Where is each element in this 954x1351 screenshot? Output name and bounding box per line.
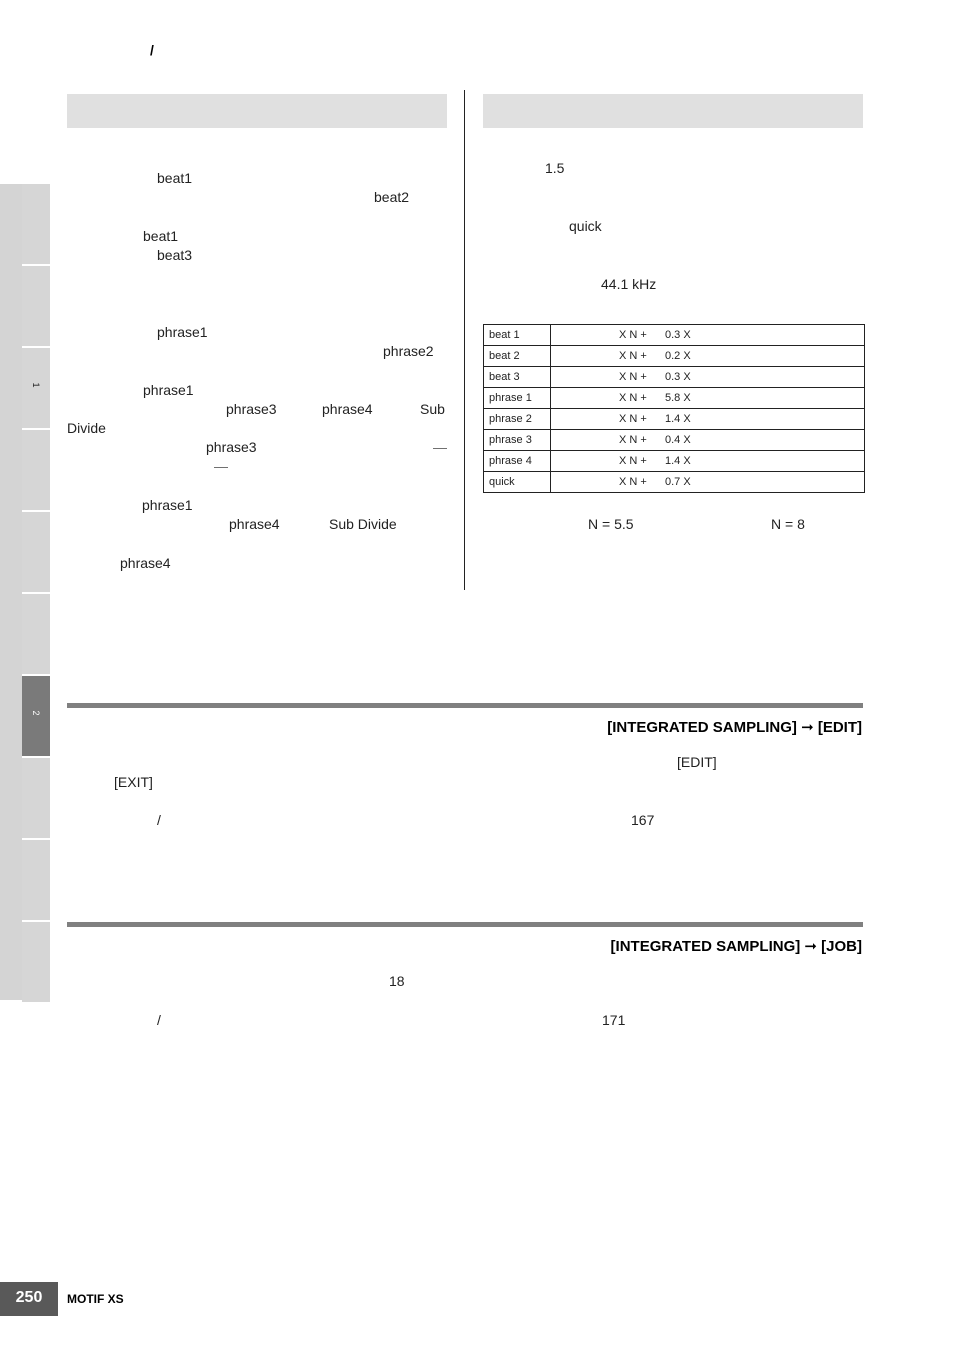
side-tab-strip: [0, 184, 22, 1000]
side-tab-4[interactable]: [22, 430, 50, 511]
edit-page-ref[interactable]: 167: [631, 812, 655, 828]
job-page-ref[interactable]: 171: [602, 1012, 626, 1028]
left-text-beat1-b: beat1: [143, 228, 179, 244]
row-formula: X N +: [619, 329, 647, 341]
side-tab-6[interactable]: [22, 594, 50, 675]
row-name: beat 2: [484, 346, 551, 367]
left-text-beat1: beat1: [157, 170, 193, 186]
table-row: [484, 409, 865, 430]
row-formula-cell: [551, 451, 865, 472]
product-name: MOTIF XS: [67, 1292, 124, 1306]
right-text-quick: quick: [569, 218, 602, 234]
row-name: phrase 1: [484, 388, 551, 409]
left-text-phrase4-b: phrase4: [229, 516, 280, 532]
left-text-beat2: beat2: [374, 189, 410, 205]
table-row: [484, 346, 865, 367]
column-divider: [464, 90, 465, 590]
left-text-phrase4: phrase4: [322, 401, 373, 417]
left-text-phrase1: phrase1: [157, 324, 208, 340]
page-number: 250: [0, 1282, 58, 1316]
job-ref-18[interactable]: 18: [389, 973, 405, 989]
row-value: 0.7 X: [665, 476, 691, 488]
side-tab-3[interactable]: [22, 348, 50, 429]
right-text-sample-rate: 44.1 kHz: [601, 276, 657, 292]
side-tab-7-active[interactable]: [22, 676, 50, 757]
left-text-phrase1-b: phrase1: [143, 382, 194, 398]
table-row: [484, 451, 865, 472]
left-text-sub-divide: Sub Divide: [329, 516, 397, 532]
side-tab-label: 1: [31, 382, 41, 388]
section-edit-path: [INTEGRATED SAMPLING] ➞ [EDIT]: [607, 719, 862, 736]
row-formula-cell: [551, 388, 865, 409]
left-text-dash-a: —: [433, 439, 447, 455]
row-formula-cell: [551, 367, 865, 388]
side-tab-10[interactable]: [22, 922, 50, 1003]
row-value: 0.3 X: [665, 329, 691, 341]
table-row: [484, 367, 865, 388]
row-formula-cell: [551, 430, 865, 451]
table-row: [484, 472, 865, 493]
row-name: beat 1: [484, 325, 551, 346]
row-formula: X N +: [619, 476, 647, 488]
row-value: 0.2 X: [665, 350, 691, 362]
left-text-phrase2: phrase2: [383, 343, 434, 359]
section-edit-rule: [67, 703, 863, 708]
exit-key-text: [EXIT]: [114, 774, 153, 790]
table-row: [484, 388, 865, 409]
side-tab-label: 2: [31, 710, 41, 716]
row-formula: X N +: [619, 434, 647, 446]
left-text-dash-b: —: [214, 458, 228, 474]
header-slash: /: [150, 42, 154, 58]
section-job-path: [INTEGRATED SAMPLING] ➞ [JOB]: [610, 938, 862, 955]
row-formula-cell: [551, 472, 865, 493]
row-formula: X N +: [619, 392, 647, 404]
table-row: [484, 430, 865, 451]
left-text-divide: Divide: [67, 420, 106, 436]
side-tab-8[interactable]: [22, 758, 50, 839]
row-value: 1.4 X: [665, 413, 691, 425]
left-text-phrase1-c: phrase1: [142, 497, 193, 513]
row-value: 0.3 X: [665, 371, 691, 383]
row-value: 5.8 X: [665, 392, 691, 404]
row-formula-cell: [551, 325, 865, 346]
row-name: phrase 3: [484, 430, 551, 451]
row-formula: X N +: [619, 350, 647, 362]
left-text-phrase3: phrase3: [226, 401, 277, 417]
row-formula-cell: [551, 346, 865, 367]
ratio-table: [483, 324, 865, 493]
right-column-header-bar: [483, 94, 863, 128]
section-job-rule: [67, 922, 863, 927]
row-formula: X N +: [619, 455, 647, 467]
row-value: 0.4 X: [665, 434, 691, 446]
right-text-ratio: 1.5: [545, 160, 565, 176]
row-formula: X N +: [619, 413, 647, 425]
side-tab-5[interactable]: [22, 512, 50, 593]
job-ref-slash: /: [157, 1012, 161, 1028]
row-name: phrase 2: [484, 409, 551, 430]
side-tab-9[interactable]: [22, 840, 50, 921]
row-name: phrase 4: [484, 451, 551, 472]
row-formula: X N +: [619, 371, 647, 383]
note-n-8: N = 8: [771, 516, 805, 532]
row-name: quick: [484, 472, 551, 493]
left-text-sub: Sub: [420, 401, 445, 417]
table-row: [484, 325, 865, 346]
left-text-phrase4-c: phrase4: [120, 555, 171, 571]
edit-key-text: [EDIT]: [677, 754, 717, 770]
row-formula-cell: [551, 409, 865, 430]
left-column-header-bar: [67, 94, 447, 128]
side-tab-2[interactable]: [22, 266, 50, 347]
side-tab-1[interactable]: [22, 184, 50, 265]
note-n-5-5: N = 5.5: [588, 516, 634, 532]
row-name: beat 3: [484, 367, 551, 388]
left-text-phrase3-b: phrase3: [206, 439, 257, 455]
row-value: 1.4 X: [665, 455, 691, 467]
left-text-beat3: beat3: [157, 247, 193, 263]
edit-ref-slash: /: [157, 812, 161, 828]
